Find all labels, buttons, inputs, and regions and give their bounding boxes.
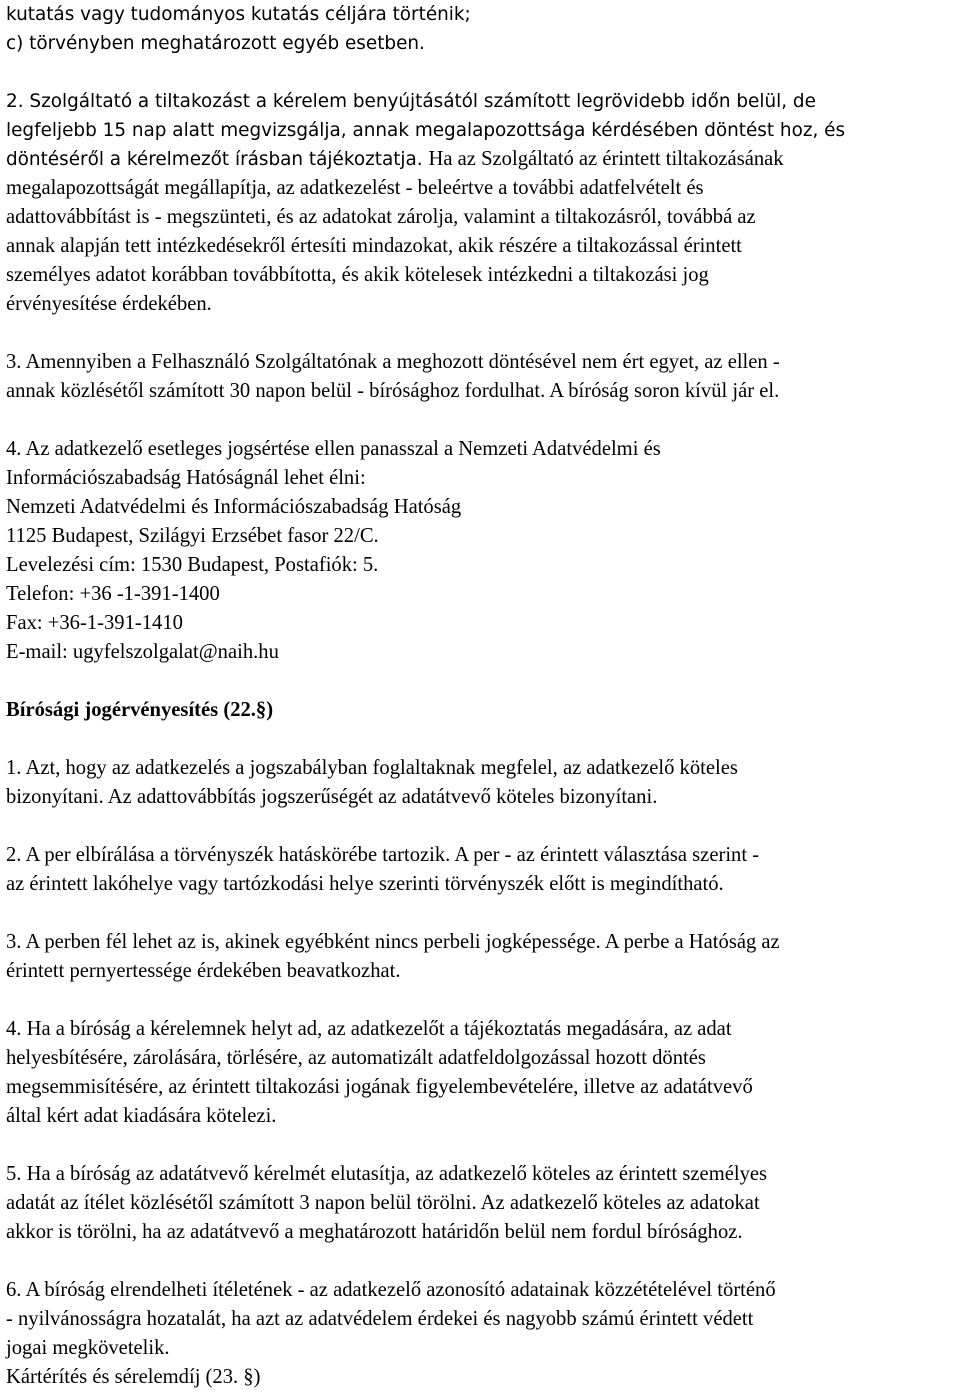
text-line: megalapozottságát megállapítja, az adatkezelést - beleértve a további adatfelvételt és [6, 177, 704, 199]
court-paragraph-5 [6, 1160, 956, 1247]
text-line: legfeljebb 15 nap alatt megvizsgálja, annak megalapozottsága kérdésében döntést hoz, és [6, 120, 846, 141]
section-heading: Bírósági jogérvényesítés (22.§) [6, 699, 274, 721]
intro-text [6, 0, 956, 58]
text-line: c) törvényben meghatározott egyéb esetben. [6, 33, 425, 54]
text-line: 4. Az adatkezelő esetleges jogsértése ellen panasszal a Nemzeti Adatvédelmi és [6, 438, 661, 460]
text-line: 2. A per elbírálása a törvényszék hatáskörébe tartozik. A per - az érintett választása szerint - [6, 844, 760, 866]
text-line: adattovábbítást is - megszünteti, és az adatokat zárolja, valamint a tiltakozásról, továbbá az [6, 206, 756, 228]
text-line: annak alapján tett intézkedésekről értesíti mindazokat, akik részére a tiltakozással érintett [6, 235, 742, 257]
text-line-mixed [6, 145, 956, 174]
text-line: 6. A bíróság elrendelheti ítéletének - az adatkezelő azonosító adatainak közzétételével történő [6, 1279, 776, 1301]
authority-address: 1125 Budapest, Szilágyi Erzsébet fasor 22/C. [6, 525, 379, 547]
paragraph-2 [6, 87, 956, 319]
paragraph-3 [6, 348, 956, 406]
text-line: adatát az ítélet közlésétől számított 3 napon belül törölni. Az adatkezelő köteles az adatokat [6, 1192, 760, 1214]
authority-mail-address: Levelezési cím: 1530 Budapest, Postafiók: 5. [6, 554, 379, 576]
court-paragraph-2 [6, 841, 956, 899]
authority-phone: Telefon: +36 -1-391-1400 [6, 583, 220, 605]
court-paragraph-1 [6, 754, 956, 812]
text-line: kutatás vagy tudományos kutatás céljára történik; [6, 4, 471, 25]
court-paragraph-4 [6, 1015, 956, 1131]
paragraph-4-authority [6, 435, 956, 667]
authority-name: Nemzeti Adatvédelmi és Információszabadság Hatóság [6, 496, 462, 518]
text-line: az érintett lakóhelye vagy tartózkodási helye szerinti törvényszék előtt is megindítható. [6, 873, 724, 895]
authority-fax: Fax: +36-1-391-1410 [6, 612, 183, 634]
text-line: - nyilvánosságra hozatalát, ha azt az adatvédelem érdekei és nagyobb számú érintett védett [6, 1308, 754, 1330]
text-line: személyes adatot korábban továbbította, és akik kötelesek intézkedni a tiltakozási jog [6, 264, 709, 286]
text-segment: Ha az Szolgáltató az érintett tiltakozásának [428, 148, 784, 170]
document-page [6, 0, 956, 1392]
text-line: akkor is törölni, ha az adatátvevő a meghatározott határidőn belül nem fordul bírósághoz. [6, 1221, 743, 1243]
court-paragraph-6 [6, 1276, 956, 1363]
text-line: bizonyítani. Az adattovábbítás jogszerűségét az adatátvevő köteles bizonyítani. [6, 786, 658, 808]
text-segment: döntéséről a kérelmezőt írásban tájékoztatja. [6, 149, 429, 170]
text-line: helyesbítésére, zárolására, törlésére, az automatizált adatfeldolgozással hozott döntés [6, 1047, 706, 1069]
text-line: érvényesítése érdekében. [6, 293, 212, 315]
text-line: annak közlésétől számított 30 napon belül - bírósághoz fordulhat. A bíróság soron kívül jár el. [6, 380, 780, 402]
text-line: megsemmisítésére, az érintett tiltakozási jogának figyelembevételére, illetve az adatátvevő [6, 1076, 753, 1098]
text-line: 3. A perben fél lehet az is, akinek egyébként nincs perbeli jogképessége. A perbe a Hatóság az [6, 931, 780, 953]
text-line: 1. Azt, hogy az adatkezelés a jogszabályban foglaltaknak megfelel, az adatkezelő köteles [6, 757, 738, 779]
text-line: 4. Ha a bíróság a kérelemnek helyt ad, az adatkezelőt a tájékoztatás megadására, az adat [6, 1018, 732, 1040]
text-line: 5. Ha a bíróság az adatátvevő kérelmét elutasítja, az adatkezelő köteles az érintett személyes [6, 1163, 768, 1185]
court-paragraph-3 [6, 928, 956, 986]
text-line: jogai megkövetelik. [6, 1337, 170, 1359]
text-line: 2. Szolgáltató a tiltakozást a kérelem benyújtásától számított legrövidebb időn belül, de [6, 91, 816, 112]
text-line: érintett pernyertessége érdekében beavatkozhat. [6, 960, 401, 982]
text-line: Információszabadság Hatóságnál lehet élni: [6, 467, 366, 489]
authority-email: E-mail: ugyfelszolgalat@naih.hu [6, 641, 279, 663]
text-line: által kért adat kiadására kötelezi. [6, 1105, 277, 1127]
text-line: 3. Amennyiben a Felhasználó Szolgáltatónak a meghozott döntésével nem ért egyet, az ellen - [6, 351, 780, 373]
next-section-heading: Kártérítés és sérelemdíj (23. §) [6, 1366, 261, 1388]
